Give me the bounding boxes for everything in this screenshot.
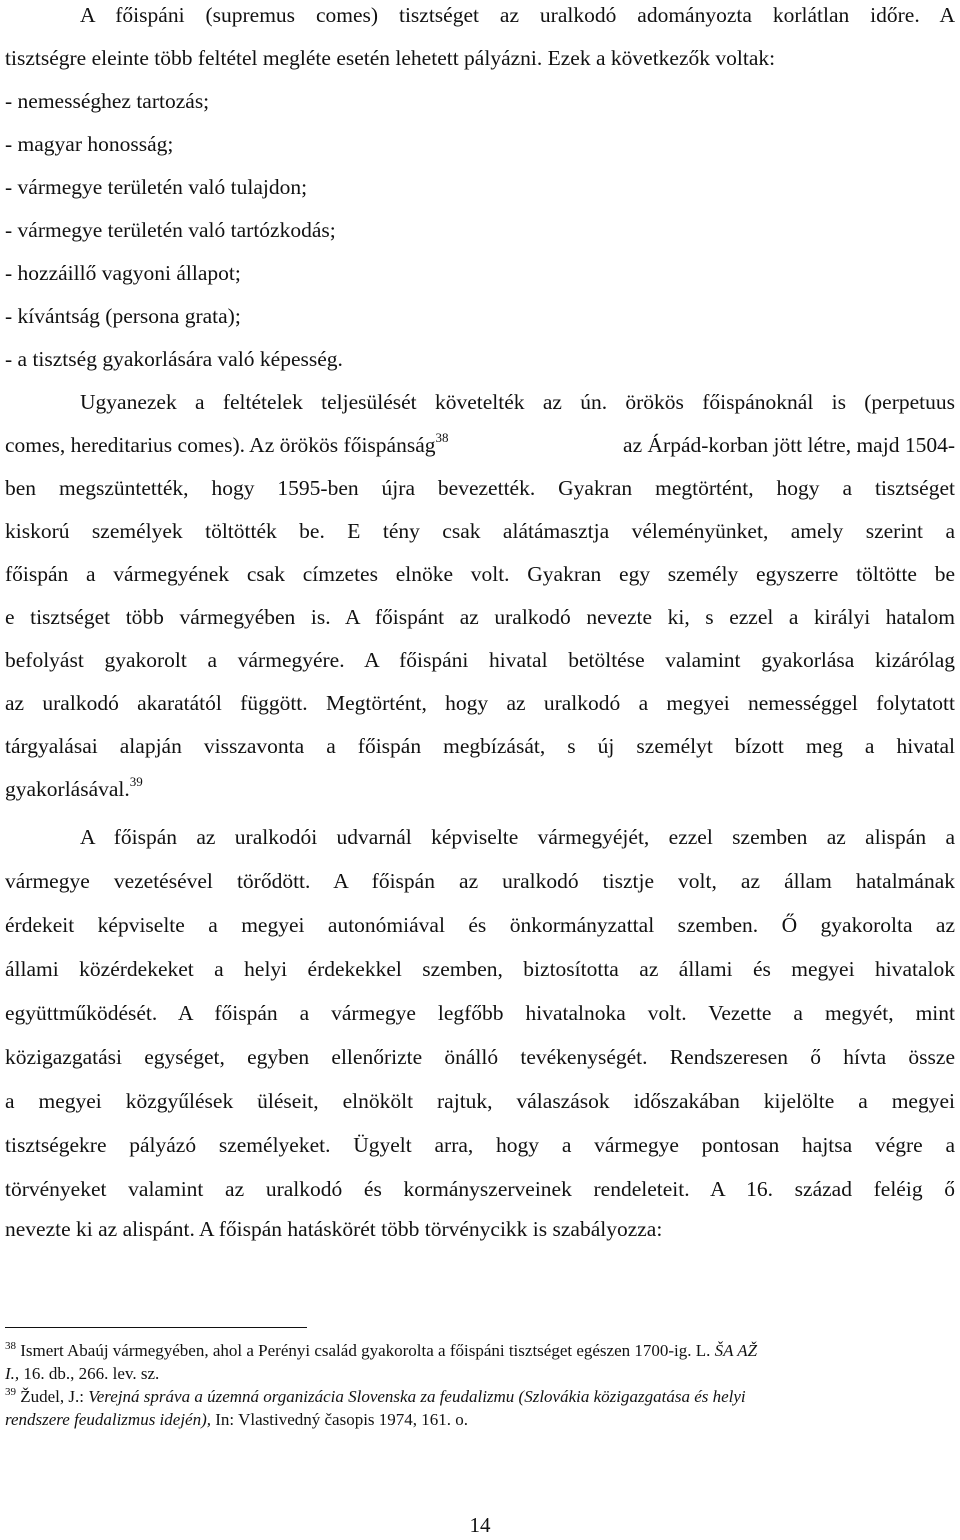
list-item: - kívántság (persona grata);: [5, 304, 241, 328]
footnote-ref-38[interactable]: 38: [435, 430, 449, 445]
paragraph-line: együttműködését. A főispán a vármegye legfőbb hivatalnoka volt. Vezette a megyét, mint: [5, 1001, 955, 1025]
line-text: comes, hereditarius comes). Az örökös főispánság: [5, 433, 436, 457]
footnote-ref-39[interactable]: 39: [129, 774, 143, 789]
page-number: 14: [469, 1513, 491, 1537]
paragraph-line: befolyást gyakorolt a vármegyére. A főispáni hivatal betöltése valamint gyakorlása kizárólag: [5, 648, 955, 672]
paragraph-line: A főispáni (supremus comes) tisztséget az uralkodó adományozta korlátlan időre. A: [80, 3, 955, 27]
paragraph-line: tisztségre eleinte több feltétel megléte esetén lehetett pályázni. Ezek a következők voltak:: [5, 46, 776, 70]
footnote-38-cont: [5, 1363, 955, 1385]
paragraph-line: vármegye vezetésével törődött. A főispán az uralkodó tisztje volt, az állam hatalmának: [5, 869, 955, 893]
footnote-text: Ismert Abaúj vármegyében, ahol a Perényi család gyakorolta a főispáni tisztséget egészen 1700-ig. L.: [20, 1341, 711, 1360]
footnote-number: 38: [5, 1340, 16, 1352]
list-item: - vármegye területén való tartózkodás;: [5, 218, 336, 242]
paragraph-line: törvényeket valamint az uralkodó és kormányszerveinek rendeleteit. A 16. század feléig ő: [5, 1177, 955, 1201]
footnote-39-cont: [5, 1409, 955, 1431]
paragraph-line: nevezte ki az alispánt. A főispán hatáskörét több törvénycikk is szabályozza:: [5, 1217, 663, 1241]
footnote-text: In: Vlastivedný časopis 1974, 161. o.: [215, 1410, 469, 1429]
list-item: - nemességhez tartozás;: [5, 89, 210, 113]
footnote-38: [5, 1340, 955, 1364]
paragraph-line: A főispán az uralkodói udvarnál képviselte vármegyéjét, ezzel szemben az alispán a: [80, 825, 955, 849]
line-text: gyakorlásával.: [5, 777, 130, 801]
footnote-title: rendszere feudalizmus idején),: [5, 1410, 212, 1429]
paragraph-line: a megyei közgyűlések üléseit, elnökölt rajtuk, válaszások időszakában kijelölte a megyei: [5, 1089, 955, 1113]
list-item: - a tisztség gyakorlására való képesség.: [5, 347, 343, 371]
paragraph-line: [5, 774, 955, 807]
paragraph-line: tisztségekre pályázó személyeket. Ügyelt arra, hogy a vármegye pontosan hajtsa végre a: [5, 1133, 955, 1157]
paragraph-line: állami közérdekeket a helyi érdekekkel szemben, biztosította az állami és megyei hivatalok: [5, 957, 955, 981]
paragraph-line: érdekeit képviselte a megyei autonómiával és önkormányzattal szemben. Ő gyakorolta az: [5, 913, 955, 937]
paragraph-line: közigazgatási egységet, egyben ellenőrizte önálló tevékenységét. Rendszeresen ő hívta össze: [5, 1045, 955, 1069]
paragraph-line: [5, 430, 955, 463]
list-item: - vármegye területén való tulajdon;: [5, 175, 308, 199]
footnote-number: 39: [5, 1386, 16, 1398]
paragraph-line: tárgyalásai alapján visszavonta a főispán megbízását, s új személyt bízott meg a hivatal: [5, 734, 955, 758]
footnote-author: Žudel, J.:: [20, 1387, 84, 1406]
list-item: - magyar honosság;: [5, 132, 174, 156]
paragraph-line: ben megszüntették, hogy 1595-ben újra bevezették. Gyakran megtörtént, hogy a tisztséget: [5, 476, 955, 500]
footnote-39: [5, 1386, 955, 1410]
footnote-text: 16. db., 266. lev. sz.: [23, 1364, 160, 1383]
paragraph-line: Ugyanezek a feltételek teljesülését követelték az ún. örökös főispánoknál is (perpetuus: [80, 390, 955, 414]
footnote-title: Verejná správa a územná organizácia Slovenska za feudalizmu (Szlovákia közigazgatása és helyi: [88, 1387, 746, 1406]
line-text: az Árpád-korban jött létre, majd 1504-: [623, 433, 955, 457]
paragraph-line: e tisztséget több vármegyében is. A főispánt az uralkodó nevezte ki, s ezzel a királyi hatalom: [5, 605, 955, 629]
paragraph-line: főispán a vármegyének csak címzetes elnöke volt. Gyakran egy személy egyszerre töltötte be: [5, 562, 955, 586]
paragraph-line: az uralkodó akaratától függött. Megtörtént, hogy az uralkodó a megyei nemességgel folytatott: [5, 691, 955, 715]
paragraph-line: kiskorú személyek töltötték be. E tény csak alátámasztja véleményünket, amely szerint a: [5, 519, 955, 543]
footnote-source: ŠA AŽ: [714, 1341, 758, 1360]
footnote-source: I.,: [5, 1364, 20, 1383]
footnote-separator: [5, 1327, 307, 1328]
list-item: - hozzáillő vagyoni állapot;: [5, 261, 241, 285]
